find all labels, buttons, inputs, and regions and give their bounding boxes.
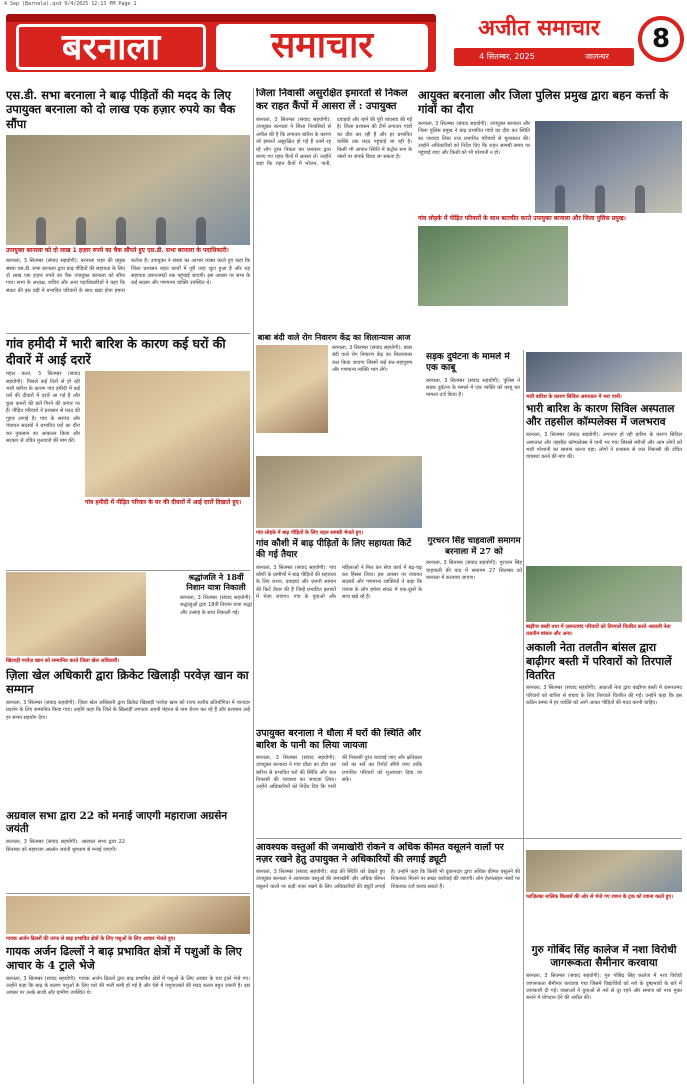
masthead-title-left: बरनाला [16,24,206,70]
article-photo [6,135,250,245]
article-body: बरनाला, 3 सितम्बर (संवाद सहयोगी): गायक अर्जन ढिल्लों द्वारा बाढ़ प्रभावित क्षेत्रों में पशुओं के लिए आचार के चार ट्राले भेजे गए। उन्होंने कहा कि बाढ़ के कारण पशुओं के लिए चारे की भारी कमी हो गई है और ऐसे में पशुपालकों की मदद करना बहुत ज़रूरी है। इस अवसर पर उनके साथी और ग्रामीण उपस्थित थे। [6,975,250,997]
masthead-title-right: समाचार [216,24,428,70]
photo-caption: खिलाड़ी परवेज़ खान को सम्मानित करते जिला खेल अधिकारी। [6,658,120,664]
article-headline: उपायुक्त बरनाला ने धौला में घरों की स्थिति और बारिश के पानी का लिया जायजा [256,728,421,751]
masthead-banner [6,14,436,72]
article-photo [85,371,250,497]
print-slug: 4 Sep (Barnala).qxd 9/4/2025 12:13 PM Page 1 [4,1,137,7]
newspaper-brand: अजीत समाचार [478,15,600,41]
article-body: बरनाला, 3 सितम्बर (संवाद सहयोगी): लगातार हो रही बारिश के कारण सिविल अस्पताल और तहसील कॉम्पलेक्स में पानी भर गया जिससे मरीजों और आम लोगों को भारी परेशानी का सामना करना पड़ा। लोगों ने प्रशासन से जल निकासी की उचित व्यवस्था करने की मांग की। [526,432,682,461]
article-headline: श्रद्धांजलि ने 18वीं निशान यात्रा निकाली [186,572,246,592]
article-headline: गांव कौशी में बाढ़ पीड़ितों के लिए सहायता किटें की गई तैयार [256,539,412,561]
article-hospital-waterlogging [526,352,682,562]
photo-caption: भारी बारिश के कारण सिविल अस्पताल में भरा पानी। [526,394,622,400]
article-nishan-yatra [180,572,252,712]
article-body: बरनाला, 3 सितम्बर (संवाद सहयोगी): बरनाला शहर की प्रमुख संस्था एस.डी. सभा बरनाला द्वारा बाढ़ पीड़ितों की सहायता के लिए दो लाख एक हज़ार रुपये का चैक उपायुक्त बरनाला को सौंपा गया। सभा के अध्यक्ष, सचिव और अन्य पदाधिकारियों ने कहा कि संकट की इस घड़ी में प्रभावित परिवारों के साथ खड़ा होना हमारा कर्तव्य है। उपायुक्त ने संस्था का आभार व्यक्त करते हुए कहा कि जिला प्रशासन राहत कार्यों में पूरी तरह जुटा हुआ है और यह सहायता ज़रूरतमंदों तक पहुंचाई जाएगी। इस अवसर पर सभा के कई सदस्य और गणमान्य व्यक्ति उपस्थित थे। [6,258,250,294]
article-tarpaulin-distribution [526,566,682,846]
article-body: महल कलां, 3 सितम्बर (संवाद सहयोगी): पिछले कई दिनों से हो रही भारी बारिश के कारण गांव हमीदी में कई घरों की दीवारों में दरारें आ गई हैं और कुछ कमरों की छतें गिरने की कगार पर हैं। पीड़ित परिवारों ने प्रशासन से मदद की गुहार लगाई है। गांव के सरपंच और पंचायत सदस्यों ने प्रभावित घरों का दौरा कर नुकसान का आकलन किया और सरकार से उचित मुआवज़े की मांग की। [6,371,80,444]
article-photo [256,345,328,433]
article-photo [535,121,682,213]
article-headline: गुरचरन सिंह चाहवाली समागम बरनाला में 27 को [427,536,521,557]
article-foundation-stone [256,332,412,452]
article-relief-camps [256,88,412,326]
article-anti-drug-seminar [526,944,682,1086]
page-number: 8 [638,16,684,62]
article-road-accident [426,352,520,532]
article-body: बरनाला, 3 सितम्बर (संवाद सहयोगी): गुरु गोबिंद सिंह कालेज में नशा विरोधी जागरूकता सैमीनार करवाया गया जिसमें विद्यार्थियों को नशे के दुष्प्रभावों के बारे में जानकारी दी गई। वक्ताओं ने युवाओं से नशे से दूर रहने और समाज को नशा मुक्त बनाने में योगदान देने की अपील की। [526,973,682,1002]
article-photo [6,572,146,656]
article-body: बरनाला, 3 सितम्बर (संवाद सहयोगी): उपायुक्त बरनाला ने गांव धौला का दौरा कर बारिश से प्रभावित घरों की स्थिति और जल निकासी की व्यवस्था का जायज़ा लिया। उन्होंने अधिकारियों को निर्देश दिए कि पानी की निकासी तुरंत करवाई जाए और क्षतिग्रस्त घरों का सर्वे कर रिपोर्ट सौंपी जाए ताकि प्रभावित परिवारों को मुआवज़ा दिया जा सके। [256,754,422,791]
dateline [454,48,634,66]
article-dhaula-visit [256,728,422,822]
article-photo [526,850,682,892]
article-headline: आयुक्त बरनाला और जिला पुलिस प्रमुख द्वारा बहन कर्त्ता के गांवों का दौरा [418,88,669,117]
article-body: बरनाला, 3 सितम्बर (संवाद सहयोगी): उपायुक्त बरनाला ने जिला निवासियों से अपील की है कि लगातार बारिश के कारण जो इमारतें असुरक्षित हो गई हैं उनमें रह रहे लोग तुरंत निकल कर प्रशासन द्वारा बनाए गए राहत कैंपों में आसरा लें। उन्होंने कहा कि राहत कैंपों में भोजन, पानी, दवाइयों और रहने की पूरी व्यवस्था की गई है। जिला प्रशासन की टीमें लगातार गांवों का दौरा कर रही हैं और हर प्रभावित व्यक्ति तक मदद पहुंचाई जा रही है। किसी भी आपात स्थिति में कंट्रोल रूम के नंबरों पर संपर्क किया जा सकता है। [256,117,412,168]
article-gurcharan-samagam [426,536,522,836]
article-headline: भारी बारिश के कारण सिविल अस्पताल और तहसील कॉम्पलेक्स में जलभराव [526,403,675,429]
photo-caption: गांव लोहके में बाढ़ पीड़ितों के लिए राहत सामग्री भेजते हुए। [256,530,363,536]
article-sd-sabha [6,88,250,330]
photo-caption: गांव हमीदी में पीड़ित परिवार के घर की दीवारों में आई दरारें दिखाते हुए। [85,499,242,507]
article-hamidi-village [6,336,250,568]
article-agrasen-jayanti [6,810,250,890]
photo-caption: बाढ़ीगर बस्ती तथा में ज़रूरतमंद परिवारों को तिरपालें वितरित करते अकाली नेता तलतीन बांसल और अन्य। [526,624,671,637]
row-rule [6,333,250,334]
article-singer-fodder [6,896,250,1086]
article-body: बरनाला, 3 सितम्बर (संवाद सहयोगी): गुरचरन सिंह चाहवाली की याद में समागम 27 सितम्बर को बरनाला में करवाया जाएगा। [426,560,522,582]
article-body: बरनाला, 3 सितम्बर (संवाद सहयोगी): बाढ़ की स्थिति को देखते हुए उपायुक्त बरनाला ने आवश्यक वस्तुओं की जमाखोरी और अधिक कीमत वसूलने वालों पर कड़ी नज़र रखने के लिए अधिकारियों की ड्यूटी लगाई है। उन्होंने कहा कि किसी भी दुकानदार द्वारा अधिक कीमत वसूलने की शिकायत मिलने पर सख्त कार्रवाई की जाएगी। लोग हेल्पलाइन नंबरों पर शिकायत दर्ज करवा सकते हैं। [256,868,520,890]
article-headline: अग्रवाल सभा द्वारा 22 को मनाई जाएगी महाराजा अग्रसेन जयंती [6,810,228,836]
article-headline: गायक अर्जन ढिल्लों ने बाढ़ प्रभावित क्षेत्रों में पशुओं के लिए आचार के 4 ट्राले भेजे [6,945,242,972]
article-headline: अकाली नेता तलतीन बांसल द्वारा बाढ़ीगर बस्ती में परिवारों को तिरपालें वितरित [526,641,672,682]
column-rule [253,88,254,1084]
photo-caption: गांव लोहके में पीड़ित परिवारों के साथ बातचीत करते उपायुक्त बरनाला और जिला पुलिस प्रमुख। [418,214,626,222]
article-headline: ज़िला खेल अधिकारी द्वारा क्रिकेट खिलाड़ी परवेज़ खान का सम्मान [6,668,249,697]
article-headline: सड़क दुर्घटना के मामले में एक काबू [426,352,510,374]
photo-caption: फाज़िल्का मालिक बिल्डर्स की ओर से भेजे गए राशन के ट्रक को रवाना करते हुए। [526,894,674,900]
row-rule [6,893,250,894]
masthead [6,10,682,80]
column-rule [523,350,524,1084]
article-body: बरनाला, 3 सितम्बर (संवाद सहयोगी): गांव कौशी के ग्रामीणों ने बाढ़ पीड़ितों की सहायता के लिए राशन, दवाइयां और ज़रूरी सामान की किटें तैयार की हैं जिन्हें प्रभावित इलाकों में भेजा जाएगा। गांव के युवाओं और महिलाओं ने मिल कर सेवा कार्य में बढ़-चढ़ कर हिस्सा लिया। इस अवसर पर पंचायत सदस्यों और गणमान्य व्यक्तियों ने कहा कि पंजाब के लोग हमेशा संकट में एक-दूसरे के साथ खड़े रहे हैं। [256,564,422,601]
article-photo-2 [418,226,568,306]
article-dc-village-visit [418,88,682,350]
article-headline: गांव हमीदी में भारी बारिश के कारण कई घरों की दीवारें में आई दरारें [6,336,226,367]
article-hoarding-duty [256,842,520,962]
edition-city: जालन्धर [585,52,609,61]
article-body: बरनाला, 3 सितम्बर (संवाद सहयोगी): श्रद्धालुओं द्वारा 18वीं निशान यात्रा श्रद्धा और उत्साह के साथ निकाली गई। [180,595,252,616]
article-photo [526,352,682,392]
article-headline: बाबा बंदी वाले रोग निवारण केंद्र का शिलान्यास आज [257,332,411,342]
article-headline: गुरु गोबिंद सिंह कालेज में नशा विरोधी जागरूकता सैमीनार करवाया [531,944,677,970]
article-ration-trucks [526,850,682,940]
article-photo [526,566,682,622]
article-headline: जिला निवासी असुरक्षित इमारतों से निकल कर राहत कैंपों में आसरा लें : उपायुक्त [256,88,408,112]
article-body: बरनाला, 3 सितम्बर (संवाद सहयोगी): अग्रवाल सभा द्वारा 22 सितम्बर को महाराजा अग्रसेन जयंती धूमधाम से मनाई जाएगी। [6,839,125,853]
article-body: बरनाला, 3 सितम्बर (संवाद सहयोगी): बाबा बंदी वाले रोग निवारण केंद्र का शिलान्यास कल किया जाएगा जिसमें कई संत-महापुरुष और गणमान्य व्यक्ति भाग लेंगे। [332,345,412,374]
article-kaushi-relief-kits [256,456,422,724]
article-headline: आवश्यक वस्तुओं की जमाखोरी रोकने व अधिक कीमत वसूलने वालों पर नज़र रखने हेतु उपायुक्त ने अधिकारियों की लगाई ड्यूटी [256,842,504,865]
article-body: बरनाला, 3 सितम्बर (संवाद सहयोगी): पुलिस ने सड़क दुर्घटना के मामले में एक व्यक्ति को काबू कर मामला दर्ज किया है। [426,377,520,399]
photo-caption: गायक अर्जन ढिल्लों की तरफ से बाढ़ प्रभावित क्षेत्रों के लिए पशुओं के लिए आचार भेजते हुए। [6,936,176,942]
row-rule [256,838,682,839]
article-body: बरनाला, 3 सितम्बर (संवाद सहयोगी): अकाली नेता द्वारा बाढ़ीगर बस्ती में ज़रूरतमंद परिवारों को बारिश से बचाव के लिए तिरपालें वितरित की गईं। उन्होंने कहा कि इस कठिन समय में हर व्यक्ति को आगे आकर पीड़ितों की मदद करनी चाहिए। [526,685,682,707]
article-headline: एस.डी. सभा बरनाला ने बाढ़ पीड़ितों की मदद के लिए उपायुक्त बरनाला को दो लाख एक हज़ार रुपये का चैक सौंपा [6,88,236,131]
article-body: बरनाला, 3 सितम्बर (संवाद सहयोगी): ज़िला खेल अधिकारी द्वारा क्रिकेट खिलाड़ी परवेज़ खान को राज्य स्तरीय प्रतियोगिता में शानदार प्रदर्शन के लिए सम्मानित किया गया। उन्होंने कहा कि जिले के खिलाड़ी लगातार अपनी मेहनत से नाम रोशन कर रहे हैं और प्रशासन उन्हें हर संभव सहयोग देगा। [6,699,250,721]
article-photo [256,456,422,528]
row-rule [6,570,250,571]
article-photo [6,896,250,934]
photo-caption: उपायुक्त बरनाला को दो लाख 1 हज़ार रुपये का चैक सौंपते हुए एस.डी. सभा बरनाला के पदाधिकारी। [6,247,229,255]
issue-date: 4 सितम्बर, 2025 [479,52,535,61]
article-body: बरनाला, 3 सितम्बर (संवाद सहयोगी): उपायुक्त बरनाला और जिला पुलिस प्रमुख ने बाढ़ प्रभावित गांवों का दौरा कर स्थिति का जायज़ा लिया तथा प्रभावित परिवारों से मुलाकात की। उन्होंने अधिकारियों को निर्देश दिए कि राहत सामग्री समय पर पहुंचाई जाए और किसी को भी परेशानी न हो। [418,120,530,157]
